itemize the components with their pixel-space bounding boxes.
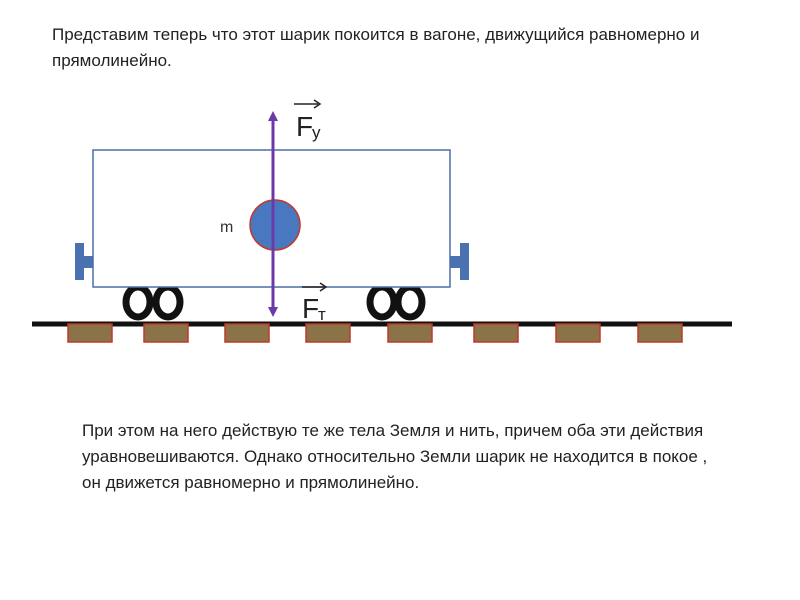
coupler-right bbox=[450, 243, 469, 280]
wheel bbox=[126, 287, 150, 317]
force-up-subscript: у bbox=[312, 123, 321, 142]
force-down-label bbox=[302, 283, 326, 324]
mass-label: m bbox=[220, 219, 234, 236]
sleeper bbox=[388, 324, 432, 342]
sleeper bbox=[68, 324, 112, 342]
sleeper bbox=[225, 324, 269, 342]
force-down-symbol: F bbox=[302, 293, 320, 324]
force-down-subscript: т bbox=[318, 305, 326, 324]
sleeper bbox=[556, 324, 600, 342]
intro-text: Представим теперь что этот шарик покоится в вагоне, движущийся равномерно и прямолинейно. bbox=[52, 25, 700, 70]
coupler-left bbox=[75, 243, 94, 280]
sleeper bbox=[474, 324, 518, 342]
sleeper bbox=[638, 324, 682, 342]
ball bbox=[250, 200, 300, 250]
explanation-text: При этом на него действую те же тела Земля и нить, причем оба эти действия уравновешиваются. Однако относительно Земли шарик не находится в покое , он движется равномерно и прямолинейно. bbox=[82, 421, 708, 492]
wheel bbox=[370, 287, 394, 317]
force-up-symbol: F bbox=[296, 111, 314, 142]
sleeper bbox=[144, 324, 188, 342]
sleepers bbox=[68, 324, 682, 342]
sleeper bbox=[306, 324, 350, 342]
wheel bbox=[398, 287, 422, 317]
wheel bbox=[156, 287, 180, 317]
force-up-label bbox=[294, 100, 321, 142]
